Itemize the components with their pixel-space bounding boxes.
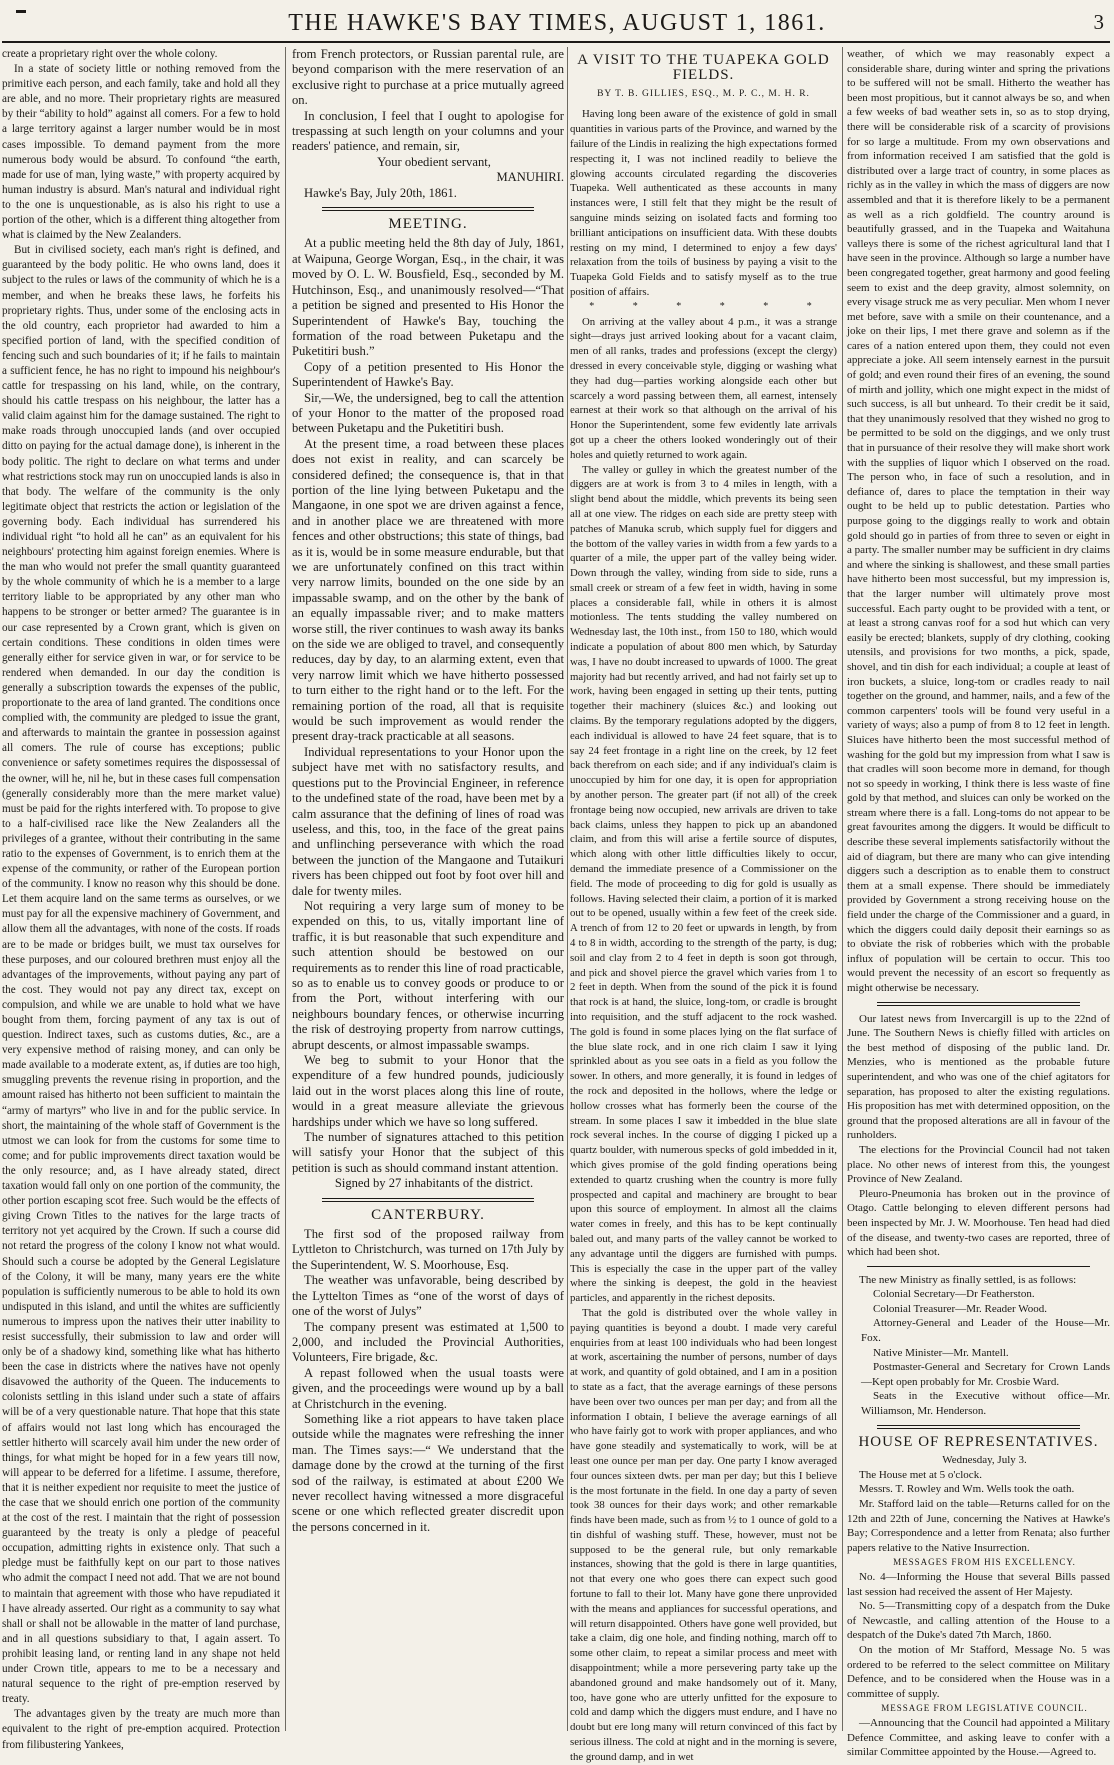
- tuapeka-paragraph: On arriving at the valley about 4 p.m., it was a strange sight—drays just arrived looking about for a vacant claim, men of all ranks, trades and professions (except the clergy) dressed in every conceivable style, digging or washing what they had dug—parties working alongside each other but scarcely a word passing between them, all earnest, intensely earnest at their work so that although on the arrival of his Honor the Superintendent, some few evidently late arrivals got up a cheer the others looked wonderingly out of their holes and quietly returned to work again.: [570, 315, 837, 461]
- house-paragraph: Messrs. T. Rowley and Wm. Wells took the oath.: [859, 1483, 1075, 1496]
- message-paragraph: On the motion of Mr Stafford, Message No. 5 was ordered to be referred to the select committee on Military Defence, and to be considered when the House was in a committee of supply.: [847, 1643, 1110, 1700]
- section-rule: [877, 1002, 1080, 1006]
- messages-heading: MESSAGES FROM HIS EXCELLENCY.: [893, 1557, 1076, 1568]
- section-rule: [322, 1198, 534, 1202]
- masthead-rule: [2, 41, 1110, 43]
- petition-signed: Signed by 27 inhabitants of the district.: [334, 1176, 534, 1191]
- tuapeka-paragraph: The valley or gulley in which the greatest number of the diggers are at work is from 3 to 4 miles in length, with a slight bend about the middle, which prevents its being seen all at one view. The ridges on each side are pretty steep with patches of Manuka scrub, which supply fuel for diggers and the bottom of the valley varies in width from a few yards to a quarter of a mile, the upper part of the valley being wider. Down through the valley, winding from side to side, runs a small creek or stream of a few feet in width, having in some places a considerable fall, while in others it is almost motionless. The tents studding the valley numbered on Wednesday last, the 10th inst., from 150 to 180, which would indicate a population of about 800 men which, by Saturday was, I have no doubt increased to upwards of 1000. The great majority had but recently arrived, and had not fairly set up to work, having been engaged in setting up their tents, putting together their machinery (sluices &c.) and looking out claims. By the temporary regulations adopted by the diggers, each individual is allowed to have 24 feet square, that is to say 24 feet frontage in a right line on the creek, by 12 feet back therefrom on each side; and if any individual's claim is unoccupied by him for one day, it is open for appropriation by another person. The greater part (if not all) of the creek frontage being now occupied, new arrivals are driven to take back claims, unless they happen to pick up an abandoned claim, and from this will arise a fertile source of disputes, which along with other little difficulties likely to occur, demand the immediate presence of a Commissioner on the field. The mode of proceeding to dig for gold is usually as follows. Having selected their claim, a portion of it is marked out to be opened, usually within a few feet of the creek side. A trench of from 12 to 20 feet or upwards in length, by from 4 to 8 in width, according to the strength of the party, is dug; soil and clay from 2 to 4 feet in depth is soon got through, and pick and shovel pierce the gravel which varies from 1 to 2 feet in depth. When from the sound of the pick it is found that rock is at hand, the sluice, long-tom, or cradle is brought into requisition, and the stuff adjacent to the rock washed. The gold is found in some places lying on the flat surface of the blue slate rock, and in one rich claim I saw it lying sprinkled about as you see oats in a field as you follow the sower. In others, and more generally, it is found in ledges of the rock and deposited in the hollows, where the ledge or hollow crosses what has formerly been the course of the stream. In some places I saw it imbedded in the blue slate rock several inches. In the course of digging I picked up a quartz boulder, with numerous specks of gold imbedded in it, which gives promise of the gold finding operations being extended to quartz crushing when the country is more fully prospected and capital and machinery are brought to bear upon this source of employment. In almost all the claims water comes in freely, and this has to be kept continually baled out, and many parts of the valley cannot be worked to any advantage until the diggers are furnished with pumps. This is especially the case in the upper part of the valley where the sinking is deepest, the gold in the heaviest particles, and apparently in the richest deposits.: [570, 463, 837, 1305]
- column-divider: [567, 47, 568, 1731]
- column-3: [570, 47, 837, 1763]
- section-rule: [322, 207, 534, 211]
- tuapeka-byline: BY T. B. GILLIES, ESQ., M. P. C., M. H. R.: [597, 88, 810, 99]
- masthead: [0, 0, 1114, 40]
- letter-paragraph: create a proprietary right over the whole colony.: [2, 48, 218, 60]
- council-heading: MESSAGE FROM LEGISLATIVE COUNCIL.: [881, 1703, 1088, 1714]
- column-divider: [842, 47, 843, 1731]
- house-heading: HOUSE OF REPRESENTATIVES.: [858, 1433, 1099, 1450]
- letter-paragraph: In a state of society little or nothing removed from the primitive each person, and each family, take and hold all they are able, and no more. Their proprietary rights are measured by their “ability to hold” against all comers. For a few to hold a large territory against a larger number would be in most cases impossible. To demand payment from the more numerous body would be absurd. To confound “the earth, made for use of man, lying waste,” with property acquired by human industry is absurd. Man's natural and individual right to the one is unquestionable, as is also his right to use a portion of the other, which is a different thing altogether from what is claimed by the New Zealanders.: [2, 63, 280, 242]
- ministry-line: Attorney-General and Leader of the House—Mr. Fox.: [861, 1317, 1110, 1345]
- ministry-line: Postmaster-General and Secretary for Crown Lands—Kept open probably for Mr. Crosbie Ward.: [861, 1361, 1110, 1388]
- ministry-line: Colonial Secretary—Dr Featherston.: [873, 1288, 1035, 1301]
- section-rule: [877, 1425, 1080, 1429]
- tuapeka-paragraph: That the gold is distributed over the whole valley in paying quantities is beyond a doubt. I made very careful enquiries from at least 100 individuals who had been longest at work, ascertaining the number of persons, number of days at work, and quantity of gold obtained, and I am in a position to state as a fact, that the average earnings of these persons have been over two ounces per man per day; and from all the information I obtain, I believe the average earnings of all who have fairly got to work with proper appliances, and who have gone steadily and systematically to work, will be at least one ounce per man per day. One party I know averaged four ounces sixteen dwts. per man per day; but this I believe is the most fortunate in the field. In one day a party of seven took 38 ounces for their days work; and other remarkable finds have been made, such as from ½ to 1 ounce of gold to a tin dishful of washing stuff. These, however, must not be supposed to be the general rule, but only remarkable instances, showing that the gold is there in large quantities, not that every one who goes there can expect such good fortune to fall to their lot. Many have gone there unprovided with the means and appliances for successful operations, and will return disappointed. Others have gone well provided, but take a claim, dig one hole, and finding nothing, march off to some other claim, to repeat a similar process and meet with disappointment; while a more persevering party take up the abandoned ground and make handsomely out of it. Many, too, have gone who are utterly unfitted for the exposure to cold and damp which the diggers must endure, and I have no doubt but ere long many will return convinced of this fact by serious illness. The cold at night and in the morning is severe, the ground damp, and in wet: [570, 1306, 837, 1763]
- section-stars: * * * * * *: [589, 300, 830, 312]
- news-paragraph: Our latest news from Invercargill is up to the 22nd of June. The Southern News is chiefly filled with articles on the best method of disposing of the public land. Dr. Menzies, who is mentioned as the probable future superintendent, and who was one of the chief agitators for separation, has proposed to alter the existing regulations. His proposition has met with determined opposition, on the ground that the proposed alterations are all in favour of the runholders.: [847, 1012, 1110, 1142]
- house-date: Wednesday, July 3.: [942, 1454, 1027, 1467]
- news-paragraph: The elections for the Provincial Council had not taken place. No other news of interest from this, the youngest Province of New Zealand.: [847, 1143, 1110, 1186]
- section-rule: [867, 1266, 1090, 1267]
- letter-closing: Your obedient servant,: [377, 154, 491, 169]
- canterbury-paragraph: The first sod of the proposed railway from Lyttleton to Christchurch, was turned on 17th July by the Superintendent, W. S. Moorhouse, Esq.: [292, 1227, 564, 1272]
- message-paragraph: No. 4—Informing the House that several Bills passed last session had received the assent of Her Majesty.: [847, 1570, 1110, 1598]
- meeting-heading: MEETING.: [388, 216, 468, 233]
- meeting-paragraph: At a public meeting held the 8th day of July, 1861, at Waipuna, George Worgan, Esq., in the chair, it was moved by O. L. W. Bousfield, Esq., seconded by M. Hutchinson, Esq., and unanimously resolved—“That a petition be signed and presented to His Honor the Superintendent of Hawke's Bay, touching the formation of the road between Puketapu and the Puketitiri bush.”: [292, 236, 564, 359]
- letter-paragraph: from French protectors, or Russian parental rule, are beyond comparison with the mere reservation of an exclusive right to purchase at a price mutually agreed on.: [292, 47, 564, 108]
- canterbury-heading: CANTERBURY.: [371, 1206, 485, 1223]
- letter-paragraph: But in civilised society, each man's right is defined, and guaranteed by the body politic. He who owns land, does it subject to the rules or laws of the community of which he is a member, and when he breaks these laws, he forfeits his proprietary rights. Thus, under some of the enclosing acts in the old country, each proprietor had awarded to him a specified portion of land, with the specified condition of fencing such and such boundaries of it; if he fails to maintain a sufficient fence, he has no right to impound his neighbour's cattle for trespassing on his land, while, on the contrary, should his cattle trespass on his neighbour, the latter has a valid claim against him for the damage sustained. The right to make roads through unoccupied lands (and over occupied ditto on paying for the actual damage done), is inherent in the body politic. The right to declare on what terms and under what restrictions stock may run on unoccupied lands is also in that body. The welfare of the community is the only legitimate object that restricts the action or legislation of the governing body. Each individual has surrendered his individual right “to hold all he can” as an equivalent for his neighbours' protecting him against foreign enemies. Where is the man who would not prefer the small quantity guaranteed by the whole community of which he is a member to a large territory liable to be appropriated by any other man who happens to be stronger or better armed? The guarantee is in our case represented by a Crown grant, which is given on certain conditions. These conditions in olden times were generally either for service given in war, or for service to be rendered when demanded. In our day the condition is generally a subscription towards the expenses of the public, proportionate to the area of land granted. The conditions once complied with, the community are pledged to issue the grant, and afterwards to maintain the grantee in possession against all comers. The rule of course has exceptions; public convenience or safety sometimes requires the dispossessal of the owner, will he, nil he, but in these cases full compensation (generally considerably more than the mere market value) must be paid for the rights interfered with. To propose to give to a half-civilised race like the New Zealanders all the privileges of a grantee, without their contributing in the same ratio to the expenses of Government, is to enrich them at the expense of the community, or rather of the European portion of the community. I know no reason why this should be done. Let them acquire land on the same terms as ourselves, or we must pay for all the expensive machinery of Government, and allow them all the advantages, with none of the costs. If roads are to be made or bridges built, we must tax ourselves for these purposes, and our coloured brethren must enjoy all the advantages of the improvements, without paying any part of the cost. They would not pay any direct tax, except on compulsion, and while we are unable to hold what we have bought from them, forcing payment of any tax is out of question. Indirect taxes, such as customs duties, &c., are a very expensive method of raising money, and can only be made available to a moderate extent, as, if duties are too high, smuggling prevents the revenue rising in proportion, and the amount raised has hitherto not been sufficient to maintain the “army of martyrs” who live in and for the public service. In short, the maintaining of the whole staff of Government is the utmost we can look for from the customs for some time to come; and for public improvements direct taxation would be the only resource; and, as I have already stated, direct taxation would fall only on one portion of the community, the other portion escaping scot free. Such would be the effects of giving Crown Titles to the natives for the large tracts of territory not yet acquired by the Crown. If such a course did not retard the progress of the colony I know not what would. Should such a course be adopted by the General Legislature of the Colony, it will be many, many years ere the white population is sufficiently numerous to be able to hold its own undisputed in this island, and until the whites are sufficiently numerous to impress upon the natives their utter inability to resist successfully, their submission to law and order will only be of a shadowy kind, something like what has hitherto been the case in districts where the natives have not openly disavowed the authority of the Queen. The inducements to colonists settling in this island under such a state of affairs will be of a very questionable nature. That hope that this state of affairs would not last long which has encouraged the settler hitherto will scarcely avail him under the new order of things, for what might be hoped for in a few years till now, will appear to be deferred for a lifetime. I assume, therefore, that it is neither expedient nor requisite to meet the justice of the case that we should enrich one portion of the community at the cost of the rest. I maintain that the right of possession guaranteed by the treaty is only a pledge of peaceful occupation, admitting rights in existence only. That such a pledge must be faithfully kept on our part to those natives who admit the compact I need not add. That we are not bound to maintain that agreement with those who have repudiated it I have already asserted. Our right as a community to say what shall or shall not be allowable in the matter of land purchase, and in all questions subsidiary to that, I again assert. To prohibit leasing land, or renting land in any shape not held under Crown title, appears to me to be a necessary and natural sequence to the right of pre-emption reserved by treaty.: [2, 244, 280, 1706]
- news-paragraph: Pleuro-Pneumonia has broken out in the province of Otago. Cattle belonging to eleven different persons had been inspected by Mr. J. W. Moorhouse. Ten head had died of the disease, and twenty-two cases are reported, three of which had been shot.: [847, 1187, 1110, 1259]
- column-1: [2, 47, 280, 1751]
- canterbury-paragraph: The company present was estimated at 1,500 to 2,000, and included the Provincial Authorities, Volunteers, Fire brigade, &c.: [292, 1319, 564, 1365]
- ministry-line: Seats in the Executive without office—Mr. Williamson, Mr. Henderson.: [861, 1390, 1110, 1418]
- house-paragraph: Mr. Stafford laid on the table—Returns called for on the 12th and 22th of June, concerning the Natives at Hawke's Bay; Correspondence and a letter from Renata; also further papers relative to the Native Insurrection.: [847, 1498, 1110, 1554]
- meeting-paragraph: At the present time, a road between these places does not exist in reality, and can scarcely be considered defined; the consequence is, that in that portion of the line lying between Puketapu and the Mangaone, in one spot we are driven against a fence, and in another place we are threatened with more fences and other obstructions; this state of things, bad as it is, would be in some measure endurable, but that we are unfortunately confined on this tract within very narrow limits, bounded on the one side by an impassable swamp, and on the other by the bank of an equally impassable river; and to make matters worse still, the river continues to wash away its banks on the side we are obliged to travel, and consequently reduces, day by day, to an alarming extent, even that very narrow limit which we have hitherto possessed to turn either to the right hand or to the left. For the remaining portion of the road, all that is requisite would be such improvement as would render the present dray-track practicable at all seasons.: [292, 436, 564, 744]
- canterbury-paragraph: The weather was unfavorable, being described by the Lyttelton Times as “one of the worst of days of one of the worst of Julys”: [292, 1273, 564, 1319]
- canterbury-paragraph: Something like a riot appears to have taken place outside while the magnates were refreshing the inner man. The Times says:—“ We understand that the damage done by the crowd at the turning of the first sod of the railway, is estimated at about £200 We never recollect having witnessed a more disgraceful scene or one which reflected greater discredit upon the persons concerned in it.: [292, 1411, 564, 1534]
- meeting-paragraph: Not requiring a very large sum of money to be expended on this, to us, vitally important line of traffic, it is but reasonable that such expenditure and such attention should be bestowed on our requirements as to render this line of road practicable, so as to enable us to convey goods or produce to or from the Port, without interfering with our neighbours boundary fences, or otherwise incurring the risk of destroying property from narrow cuttings, abrupt descents, or almost impassable swamps.: [292, 898, 564, 1052]
- house-paragraph: The House met at 5 o'clock.: [859, 1468, 982, 1481]
- letter-dateline: Hawke's Bay, July 20th, 1861.: [304, 185, 457, 200]
- letter-paragraph: In conclusion, I feel that I ought to apologise for trespassing at such length on your columns and your readers' patience, and remain, sir,: [292, 108, 564, 154]
- meeting-paragraph: We beg to submit to your Honor that the expenditure of a few hundred pounds, judiciously laid out in the worst places along this line of route, would in a great measure alleviate the grievous hardships under which we have so long suffered.: [292, 1053, 564, 1129]
- column-4: [847, 47, 1110, 1759]
- ministry-line: Colonial Treasurer—Mr. Reader Wood.: [873, 1302, 1047, 1315]
- tuapeka-paragraph: Having long been aware of the existence of gold in small quantities in various parts of the Province, and warned by the failure of the Lindis in realizing the high expectations formed respecting it, I was not inclined readily to believe the glowing accounts circulated regarding the discoveries Tuapeka. Well authenticated as these accounts in many instances were, I still felt that they might be the result of sanguine minds seizing on isolated facts and forming too brilliant anticipations on insufficient data. With these doubts resting on my mind, I determined to enjoy a few days' relaxation from the toils of business by paying a visit to the Tuapeka Gold Fields and to satisfy myself as to the true position of affairs.: [570, 108, 837, 298]
- meeting-paragraph: Sir,—We, the undersigned, beg to call the attention of your Honor to the matter of the proposed road between Puketapu and the Puketitiri bush.: [292, 390, 564, 436]
- column-divider: [285, 47, 286, 1731]
- newspaper-title: THE HAWKE'S BAY TIMES, AUGUST 1, 1861.: [288, 10, 826, 36]
- column-2: [292, 47, 564, 1731]
- meeting-paragraph: Copy of a petition presented to His Honor the Superintendent of Hawke's Bay.: [292, 359, 564, 390]
- ministry-intro: The new Ministry as finally settled, is as follows:: [859, 1273, 1077, 1286]
- tuapeka-heading: A VISIT TO THE TUAPEKA GOLD FIELDS.: [577, 52, 830, 83]
- letter-paragraph: The advantages given by the treaty are much more than equivalent to the right of pre-emption acquired. Protection from filibustering Yankees,: [2, 1708, 280, 1751]
- council-paragraph: —Announcing that the Council had appointed a Military Defence Committee, and asking leave to confer with a similar Committee appointed by the House.—Agreed to.: [847, 1716, 1110, 1759]
- page-number: 3: [1093, 10, 1104, 34]
- tuapeka-paragraph: weather, of which we may reasonably expect a considerable share, during winter and spring the privations to be suffered will not be small. Hitherto the weather has been most propitious, but it cannot always be so, and when a few weeks of bad weather sets in, so as to stop drying, there will be considerable risk of a scarcity of provisions for so large a multitude. From my own observations and from information received I am satisfied that the gold is distributed over a large tract of country, in some places as richly as in the valley in which the mass of diggers are now assembled and that it is therefore likely to be a permanent as well as a rich goldfield. The country around is beautifully grassed, and in the Tuapeka and Waitahuna valleys there is some of the richest agricultural land that I have seen in the province. Although so large a number have been congregated together, great harmony and good feeling seem to exist and the deep gravity, almost solemnity, on every visage struck me as very peculiar. Men whom I never met before, save with a smile on their countenance, and a joke on their lips, I met there grave and solemn as if the cares of a nation entered upon them, they could not even appreciate a joke. All seem intensely earnest in the pursuit of gold; and even round their fires of an evening, the sound of mirth and jollity, which one might expect in the midst of such success, is all but unheard. To their credit be it said, that they unanimously resolved that they wished no grog to be permitted to be sold on the diggings, and we only trust that in pursuance of their resolve they will make short work with the supplies of liquor which I observed on the road. The person who, in face of such a resolution, and in defiance of, dares to place the temptation in their way ought to be held up to public detestation. Parties who purpose going to the diggings really to work and obtain gold should go in parties of from three to seven or eight in a party. The smaller number may be sufficient in dry claims and where the sinking is shallowest, and these small parties have hitherto been most successful, but my impression is, that the larger number will ultimately prove most successful. Each party ought to be provided with a tent, or at least a strong canvas roof for a sod hut which can very easily be erected; blankets, supply of dry clothing, cooking utensils, and provisions for two months, a pick, spade, shovel, and tin dish for each individual; a couple at least of iron buckets, a sluice, long-tom or cradles ready to nail together on the ground, and hammer, nails, and a few of the common carpenters' tools will be found very useful in a variety of ways; also a pump of from 8 to 12 feet in length. Sluices have hitherto been the most successful method of washing for the gold but my impression from what I saw is that cradles will soon become more in demand, for though not so speedy in working, I think there is less waste of fine gold by that method, and sluices can only be worked on the stream where there is a fall. Long-toms do not appear to be great favourites among the diggers. It would be difficult to describe these several implements satisfactorily without the aid of diagram, but there are many who can give intending diggers such a description as to enable them to construct them at a small expense. There should be immediately provided by Government a strong receiving house on the field under the charge of the Commissioner and a guard, in which the diggers could daily deposit their earnings so as to obviate the risk of robberies which with the probable influx of population will be certain to occur. This too would prevent the necessity of an escort so frequently as might otherwise be necessary.: [847, 48, 1110, 994]
- canterbury-paragraph: A repast followed when the usual toasts were given, and the proceedings were wound up by a ball at Christchurch in the evening.: [292, 1365, 564, 1411]
- letter-signature: MANUHIRI.: [496, 170, 564, 185]
- meeting-paragraph: The number of signatures attached to this petition will satisfy your Honor that the subject of this petition is such as should command instant attention.: [292, 1130, 564, 1175]
- meeting-paragraph: Individual representations to your Honor upon the subject have met with no satisfactory results, and questions put to the Provincial Engineer, in reference to the undefined state of the road, have been met by a calm assurance that the defining of lines of road was useless, and this, too, in the face of the great pains and unflinching perseverance with which the road between the junction of the Mangaone and Tutaikuri rivers has been chipped out foot by foot over hill and dale for twenty miles.: [292, 744, 564, 898]
- message-paragraph: No. 5—Transmitting copy of a despatch from the Duke of Newcastle, and calling attention of the House to a despatch of the Duke's dated 7th March, 1860.: [847, 1600, 1110, 1642]
- ministry-line: Native Minister—Mr. Mantell.: [873, 1346, 1009, 1359]
